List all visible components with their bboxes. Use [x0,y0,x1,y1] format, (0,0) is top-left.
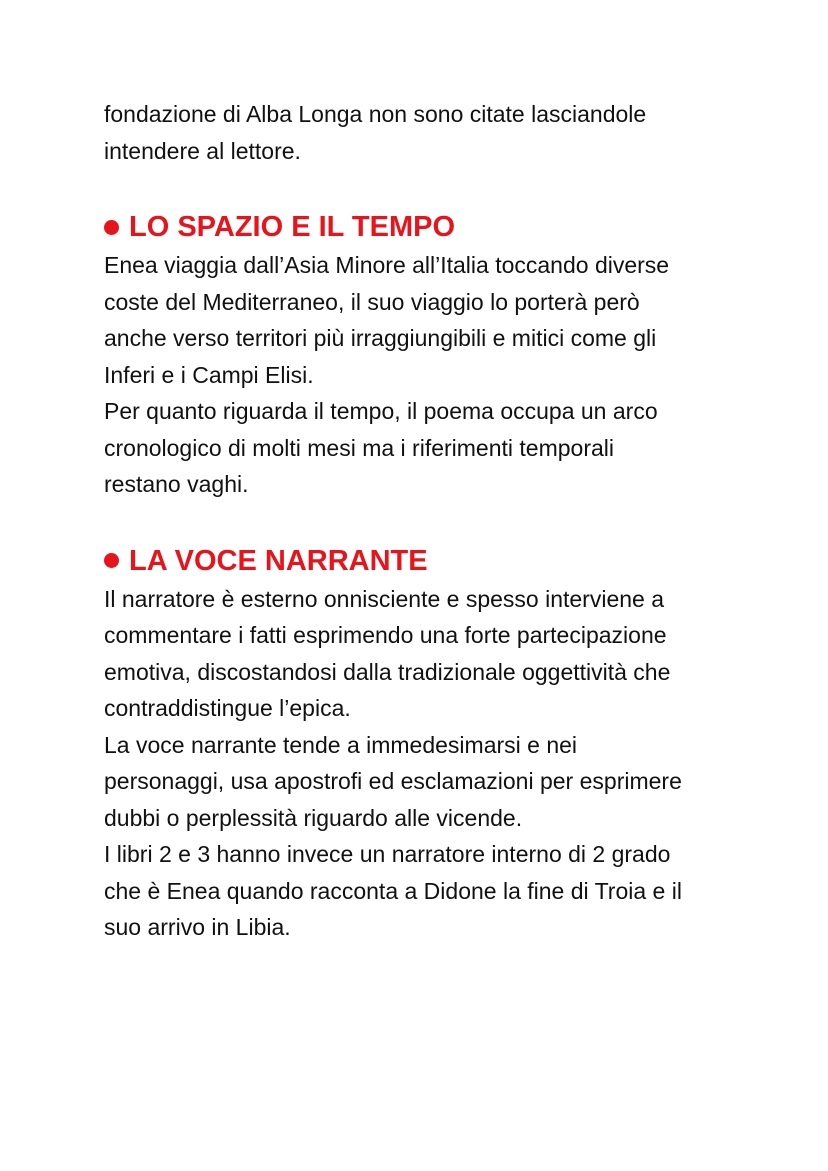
text-line: restano vaghi. [104,471,249,497]
section-heading [104,207,754,247]
text-line: cronologico di molti mesi ma i riferimenti temporali [104,434,614,461]
bullet-icon [104,220,119,235]
section-space-time [104,207,754,503]
text-line: emotiva, discostandosi dalla tradizionale oggettività che [104,658,671,685]
text-line: che è Enea quando racconta a Didone la fine di Troia e il [104,877,682,904]
document-page [104,96,754,946]
text-line: La voce narrante tende a immedesimarsi e nei [104,731,578,758]
text-line: Il narratore è esterno onnisciente e spesso interviene a [104,585,664,612]
text-line: Inferi e i Campi Elisi. [104,361,314,388]
text-line: personaggi, usa apostrofi ed esclamazioni per esprimere [104,768,682,794]
section-heading [104,541,754,581]
section-heading-text: LA VOCE NARRANTE [129,544,428,577]
text-line: intendere al lettore. [104,137,301,164]
text-line: contraddistingue l’epica. [104,695,351,721]
text-line: Per quanto riguarda il tempo, il poema occupa un arco [104,398,658,424]
section-narrator [104,541,754,946]
text-line: fondazione di Alba Longa non sono citate lasciandole [104,101,647,127]
text-line: coste del Mediterraneo, il suo viaggio lo porterà però [104,288,640,315]
section-heading-text: LO SPAZIO E IL TEMPO [129,211,456,243]
text-line: dubbi o perplessità riguardo alle vicende. [104,804,523,831]
text-line: commentare i fatti esprimendo una forte partecipazione [104,622,667,648]
bullet-icon [104,553,119,568]
text-line: suo arrivo in Libia. [104,914,291,940]
intro-paragraph [104,96,754,169]
text-line: anche verso territori più irraggiungibili e mitici come gli [104,325,657,351]
text-line: Enea viaggia dall’Asia Minore all’Italia toccando diverse [104,252,670,278]
text-line: I libri 2 e 3 hanno invece un narratore interno di 2 grado [104,841,671,867]
